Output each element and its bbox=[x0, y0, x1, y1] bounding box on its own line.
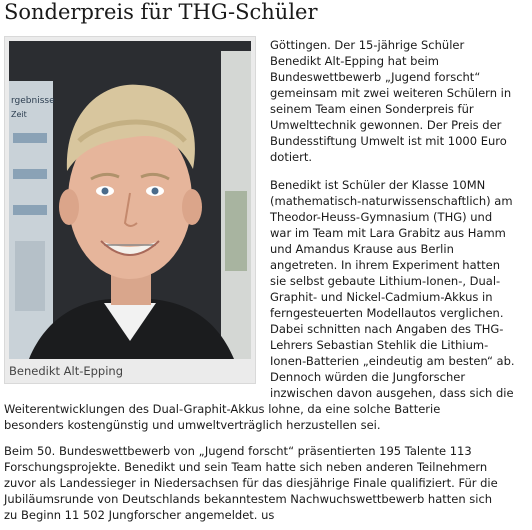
paragraph-line: inzwischen davon ausgehen, dass sich die bbox=[270, 386, 514, 400]
paragraph-line: Dennoch würden die Jungforscher bbox=[270, 370, 466, 384]
paragraph-line: sie selbst gebaute Lithium-Ionen-, Dual- bbox=[270, 274, 501, 288]
article-headline: Sonderpreis für THG-Schüler bbox=[4, 0, 318, 24]
paragraph-line: (mathematisch-naturwissenschaftlich) am bbox=[270, 194, 513, 208]
paragraph-4 bbox=[4, 443, 498, 523]
paragraph-line: zuvor als Landessieger in Niedersachsen für das diesjährige Finale qualifiziert. Für die bbox=[4, 476, 498, 490]
paragraph-line: zu Beginn 11 502 Jungforscher angemeldet. us bbox=[4, 508, 275, 522]
paragraph-line: Dabei schnitten nach Angaben des THG- bbox=[270, 322, 504, 336]
paragraph-line: war im Team mit Lara Grabitz aus Hamm bbox=[270, 226, 506, 240]
paragraph-line: Forschungsprojekte. Benedikt und sein Team hatte sich neben anderen Teilnehmern bbox=[4, 460, 488, 474]
student-photo bbox=[9, 41, 251, 359]
paragraph-line: Bundesstiftung Umwelt ist mit 1000 Euro bbox=[270, 134, 507, 148]
paragraph-line: seinem Team einen Sonderpreis für bbox=[270, 102, 474, 116]
paragraph-line: Benedikt Alt-Epping hat beim bbox=[270, 54, 439, 68]
paragraph-line: und Amandus Krause aus Berlin bbox=[270, 242, 454, 256]
paragraph-line: ferngesteuerten Modellautos verglichen. bbox=[270, 306, 504, 320]
paragraph-line: Umwelttechnik gewonnen. Der Preis der bbox=[270, 118, 502, 132]
photo-figure bbox=[4, 36, 256, 384]
paragraph-line: Weiterentwicklungen des Dual-Graphit-Akkus lohne, da eine solche Batterie bbox=[4, 402, 441, 416]
paragraph-3 bbox=[4, 401, 440, 433]
paragraph-line: Lehrers Sebastian Stehlik die Lithium- bbox=[270, 338, 489, 352]
paragraph-line: Göttingen. Der 15-jährige Schüler bbox=[270, 38, 465, 52]
paragraph-line: Jubiläumsrunde von Deutschlands bekanntestem Nachwuchswettbewerb hatten sich bbox=[4, 492, 493, 506]
poster-text-1: rgebnisse bbox=[11, 96, 55, 106]
paragraph-1 bbox=[270, 37, 511, 165]
paragraph-line: Benedikt ist Schüler der Klasse 10MN bbox=[270, 178, 486, 192]
paragraph-line: dotiert. bbox=[270, 150, 313, 164]
paragraph-line: Graphit- und Nickel-Cadmium-Akkus in bbox=[270, 290, 493, 304]
paragraph-line: besonders kostengünstig und umweltverträglich herzustellen sei. bbox=[4, 418, 381, 432]
paragraph-line: Beim 50. Bundeswettbewerb von „Jugend forscht“ präsentierten 195 Talente 113 bbox=[4, 444, 472, 458]
poster-text-2: Zeit bbox=[11, 110, 27, 119]
paragraph-2 bbox=[270, 177, 515, 401]
paragraph-line: Theodor-Heuss-Gymnasium (THG) und bbox=[270, 210, 493, 224]
paragraph-line: gemeinsam mit zwei weiteren Schülern in bbox=[270, 86, 512, 100]
photo-caption: Benedikt Alt-Epping bbox=[9, 364, 124, 378]
paragraph-line: angetreten. In ihrem Experiment hatten bbox=[270, 258, 500, 272]
paragraph-line: Bundeswettbewerb „Jugend forscht“ bbox=[270, 70, 481, 84]
paragraph-line: Ionen-Batterien „eindeutig am besten“ ab. bbox=[270, 354, 515, 368]
